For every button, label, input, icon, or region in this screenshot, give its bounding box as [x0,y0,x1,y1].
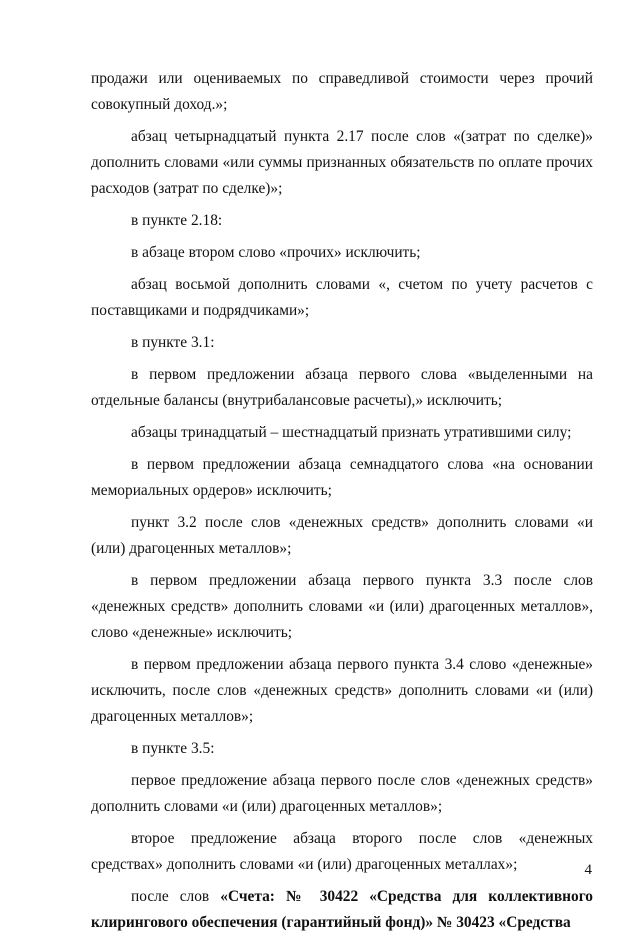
paragraph-12: в первом предложении абзаца первого пункта 3.4 слово «денежные» исключить, после слов «денежных средств» дополнить словами «и (или) драгоценных металлов»; [91,656,593,725]
paragraph-16 [91,884,593,936]
paragraph-1: продажи или оцениваемых по справедливой стоимости через прочий совокупный доход.»; [91,70,593,113]
page-number: 4 [584,862,592,878]
paragraph-4: в абзаце втором слово «прочих» исключить; [131,244,421,261]
paragraph-10: пункт 3.2 после слов «денежных средств» дополнить словами «и (или) драгоценных металлов»; [91,514,593,557]
paragraph-6: в пункте 3.1: [131,334,215,351]
paragraph-11: в первом предложении абзаца первого пункта 3.3 после слов «денежных средств» дополнить словами «и (или) драгоценных металлов», слово «денежные» исключить; [91,572,593,641]
paragraph-13: в пункте 3.5: [131,740,215,757]
paragraph-5: абзац восьмой дополнить словами «, счетом по учету расчетов с поставщиками и подрядчиками»; [91,276,593,319]
paragraph-9: в первом предложении абзаца семнадцатого слова «на основании мемориальных ордеров» исключить; [91,456,593,499]
paragraph-3: в пункте 2.18: [131,212,223,229]
paragraph-2: абзац четырнадцатый пункта 2.17 после слов «(затрат по сделке)» дополнить словами «или суммы признанных обязательств по оплате прочих расходов (затрат по сделке)»; [91,128,593,197]
document-body [91,66,593,942]
paragraph-16-prefix: после слов [131,888,221,905]
paragraph-8: абзацы тринадцатый – шестнадцатый признать утратившими силу; [131,424,572,441]
paragraph-14: первое предложение абзаца первого после слов «денежных средств» дополнить словами «и (или) драгоценных металлов»; [91,772,593,815]
paragraph-7: в первом предложении абзаца первого слова «выделенными на отдельные балансы (внутрибалансовые расчеты),» исключить; [91,366,593,409]
paragraph-15: второе предложение абзаца второго после слов «денежных средствах» дополнить словами «и (или) драгоценных металлах»; [91,830,593,873]
paragraph-16-bold-text: «Счета: № 30422 «Средства для коллективного клирингового обеспечения (гарантийный фонд)» № 30423 «Средства [91,888,594,931]
